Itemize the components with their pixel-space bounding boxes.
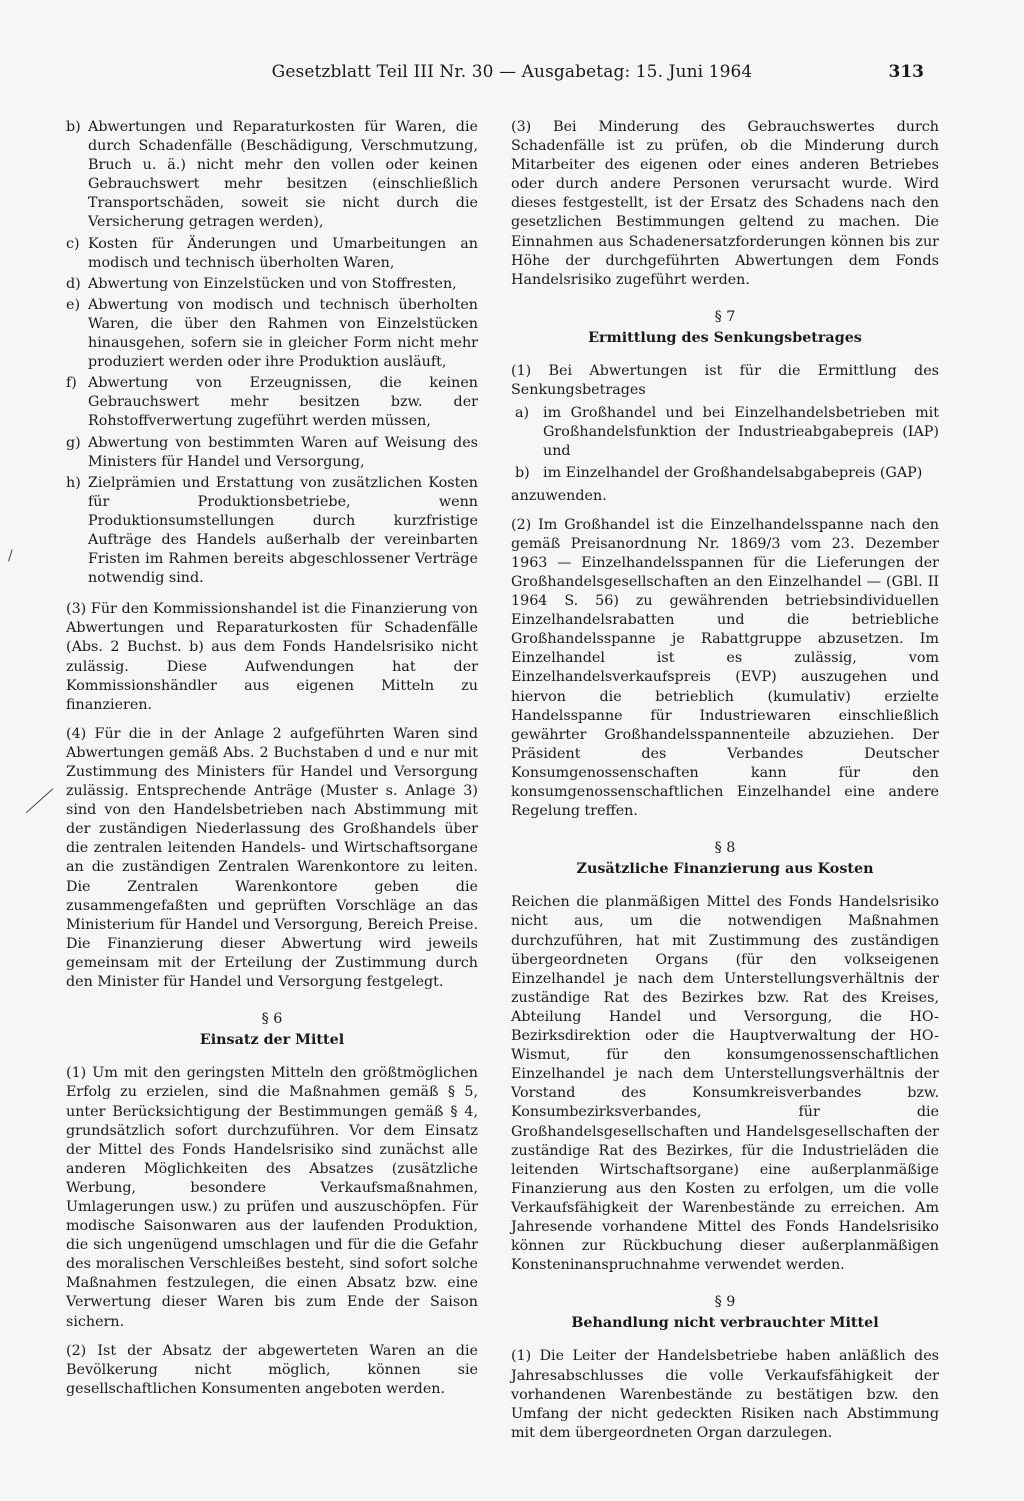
section-8-number: § 8 — [714, 840, 736, 857]
list-item-text: im Großhandel und bei Einzelhandelsbetrieben mit Großhandelsfunktion der Industrieabgabepreis (IAP) und — [543, 405, 939, 460]
section-8-title: Zusätzliche Finanzierung aus Kosten — [576, 861, 874, 878]
margin-mark-line — [26, 788, 54, 814]
paragraph-3: (3) Für den Kommissionshandel ist die Finanzierung von Abwertungen und Reparaturkosten für Schadenfälle (Abs. 2 Buchst. b) aus dem Fonds Handelsrisiko nicht zulässig. Diese Aufwendungen hat der Kommissionshändler aus eigenen Mitteln zu finanzieren. — [66, 601, 478, 713]
section-7-end: anzuwenden. — [511, 487, 607, 504]
list-item — [66, 118, 478, 233]
list-item-text: Abwertung von bestimmten Waren auf Weisung des Ministers für Handel und Versorgung, — [88, 434, 478, 470]
price-basis-list — [511, 404, 939, 482]
list-item-letter: d) — [66, 275, 81, 292]
list-item — [511, 404, 939, 461]
section-6-number: § 6 — [261, 1011, 283, 1028]
list-item — [66, 374, 478, 431]
section-6-paragraph-1: (1) Um mit den geringsten Mitteln den größtmöglichen Erfolg zu erzielen, sind die Maßnahmen gemäß § 5, unter Berücksichtigung der Bestimmungen gemäß § 4, grundsätzlich sofort durchzuführen. Vor dem Einsatz der Mittel des Fonds Handelsrisiko sind zunächst alle anderen Möglichkeiten des Absatzes (zusätzliche Werbung, besondere Verkaufsmaßnahmen, Umlagerungen usw.) zu prüfen und auszuschöpfen. Für modische Saisonwaren aus der laufenden Produktion, die sich ungenügend umschlagen und für die die Gefahr des moralischen Verschleißes besteht, sind sofort solche Maßnahmen festzulegen, die einen Absatz bzw. eine Verwertung dieser Waren bis zum Ende der Saison sichern. — [66, 1065, 478, 1330]
section-7-paragraph-2: (2) Im Großhandel ist die Einzelhandelsspanne nach den gemäß Preisanordnung Nr. 1869/3 vom 23. Dezember 1963 — Einzelhandelsspannen für die Lieferungen der Großhandelsgesellschaften an den Einzelhandel — (GBl. II 1964 S. 56) zu gewährenden betriebsindividuellen Einzelhandelsrabatten und die betriebliche Großhandelsspanne je Rabattgruppe abzusetzen. Im Einzelhandel ist es zulässig, vom Einzelhandelsverkaufspreis (EVP) auszugehen und hiervon die betrieblich (kumulativ) erzielte Handelsspanne für Industriewaren einschließlich gewährter Großhandelsspannenteile abzuziehen. Der Präsident des Verbandes Deutscher Konsumgenossenschaften kann für den konsumgenossenschaftlichen Einzelhandel eine andere Regelung treffen. — [511, 516, 939, 820]
list-item — [66, 275, 478, 294]
list-item-letter: e) — [66, 296, 81, 313]
section-6-paragraph-2: (2) Ist der Absatz der abgewerteten Waren an die Bevölkerung nicht möglich, können sie gesellschaftlichen Konsumenten angeboten werden. — [66, 1342, 478, 1397]
section-7-title: Ermittlung des Senkungsbetrages — [588, 329, 862, 346]
list-item-text: Abwertung von Erzeugnissen, die keinen Gebrauchswert mehr besitzen bzw. der Rohstoffverwertung zugeführt werden müssen, — [88, 375, 478, 430]
section-9-number: § 9 — [714, 1294, 736, 1311]
list-item — [66, 296, 478, 372]
section-9-paragraph-1: (1) Die Leiter der Handelsbetriebe haben anläßlich des Jahresabschlusses die volle Verkaufsfähigkeit der vorhandenen Warenbestände zu bestätigen bzw. den Umfang der nicht gedeckten Risiken nach Abstimmung mit dem übergeordneten Organ darzulegen. — [511, 1348, 939, 1441]
list-item-letter: f) — [66, 375, 77, 392]
list-item-letter: c) — [66, 235, 80, 252]
section-7-number: § 7 — [714, 308, 736, 325]
abwertung-list — [66, 118, 478, 588]
page-header — [0, 60, 1024, 94]
list-item-text: Abwertungen und Reparaturkosten für Waren, die durch Schadenfälle (Beschädigung, Verschmutzung, Bruch u. ä.) nicht mehr den vollen oder keinen Gebrauchswert mehr besitzen (einschließlich Transportschäden, soweit sie nicht durch die Versicherung getragen werden), — [88, 119, 478, 231]
section-6-title: Einsatz der Mittel — [199, 1032, 345, 1049]
section-7-paragraph-1 — [511, 362, 939, 506]
page-number: 313 — [888, 62, 924, 82]
list-item-letter: b) — [66, 119, 81, 135]
list-item-letter: b) — [515, 464, 530, 481]
section-7-intro: (1) Bei Abwertungen ist für die Ermittlung des Senkungsbetrages — [511, 363, 939, 399]
list-item-text: Abwertung von modisch und technisch überholten Waren, die über den Rahmen von Einzelstücken hinausgehen, sofern sie in gleicher Form nicht mehr produziert werden oder ihre Produktion ausläuft, — [88, 296, 478, 371]
list-item-letter: g) — [66, 434, 81, 451]
list-item-text: Zielprämien und Erstattung von zusätzlichen Kosten für Produktionsbetriebe, wenn Produktionsumstellungen durch kurzfristige Aufträge des Handels außerhalb der vereinbarten Fristen im Rahmen bereits abgeschlossener Verträge notwendig sind. — [88, 474, 478, 587]
paragraph-4: (4) Für die in der Anlage 2 aufgeführten Waren sind Abwertungen gemäß Abs. 2 Buchstaben d und e nur mit Zustimmung des Ministers für Handel und Versorgung zulässig. Entsprechende Anträge (Muster s. Anlage 3) sind von den Handelsbetrieben nach Abstimmung mit der zuständigen Niederlassung des Großhandels über die zentralen leitenden Handels- und Wirtschaftsorgane an die zuständigen Zentralen Warenkontore zu leiten. Die Zentralen Warenkontore geben die zusammengefaßten und geprüften Vorschläge an das Ministerium für Handel und Versorgung, Bereich Preise. Die Finanzierung dieser Abwertung wird jeweils gemeinsam mit der Erteilung der Zustimmung durch den Minister für Handel und Versorgung festgelegt. — [66, 725, 478, 991]
margin-mark-slash: / — [8, 548, 13, 564]
section-6-paragraph-3: (3) Bei Minderung des Gebrauchswertes durch Schadenfälle ist zu prüfen, ob die Minderung durch Mitarbeiter des eigenen oder eines anderen Betriebes oder durch andere Personen verursacht wurde. Wird dieses festgestellt, ist der Ersatz des Schadens nach den gesetzlichen Bestimmungen geltend zu machen. Die Einnahmen aus Schadenersatzforderungen können bis zur Höhe der durchgeführten Abwertungen dem Fonds Handelsrisiko zugeführt werden. — [511, 119, 939, 288]
list-item-text: Abwertung von Einzelstücken und von Stoffresten, — [88, 275, 457, 292]
right-column — [511, 118, 939, 1453]
list-item — [66, 434, 478, 472]
list-item — [66, 235, 478, 273]
header-title: Gesetzblatt Teil III Nr. 30 — Ausgabetag: 15. Juni 1964 — [271, 62, 753, 82]
list-item-text: im Einzelhandel der Großhandelsabgabepreis (GAP) — [543, 464, 923, 481]
list-item-text: Kosten für Änderungen und Umarbeitungen an modisch und technisch überholten Waren, — [88, 235, 478, 271]
list-item-letter: h) — [66, 474, 81, 491]
list-item — [511, 464, 939, 483]
section-8-paragraph: Reichen die planmäßigen Mittel des Fonds Handelsrisiko nicht aus, um die notwendigen Maßnahmen durchzuführen, hat mit Zustimmung des zuständigen übergeordneten Organs (für den volkseigenen Einzelhandel je nach dem Unterstellungsverhältnis der zuständige Rat des Bezirkes bzw. Rat des Kreises, Abteilung Handel und Versorgung, die HO-Bezirksdirektion oder die Hauptverwaltung der HO-Wismut, für den konsumgenossenschaftlichen Einzelhandel je nach dem Unterstellungsverhältnis der Vorstand des Konsumkreisverbandes bzw. Konsumbezirksverbandes, für die Großhandelsgesellschaften und Handelsgesellschaften der zuständige Rat des Bezirkes, für die Industrieläden die leitenden Wirtschaftsorgane) eine außerplanmäßige Finanzierung aus den Kosten zu erfolgen, um die volle Verkaufsfähigkeit der Warenbestände zu erreichen. Am Jahresende vorhandene Mittel des Fonds Handelsrisiko können zur Rückbuchung dieser außerplanmäßigen Konsteninanspruchnahme verwendet werden. — [511, 894, 939, 1274]
left-column — [66, 118, 478, 1409]
list-item — [66, 474, 478, 589]
list-item-letter: a) — [515, 405, 530, 422]
section-9-title: Behandlung nicht verbrauchter Mittel — [571, 1315, 879, 1332]
